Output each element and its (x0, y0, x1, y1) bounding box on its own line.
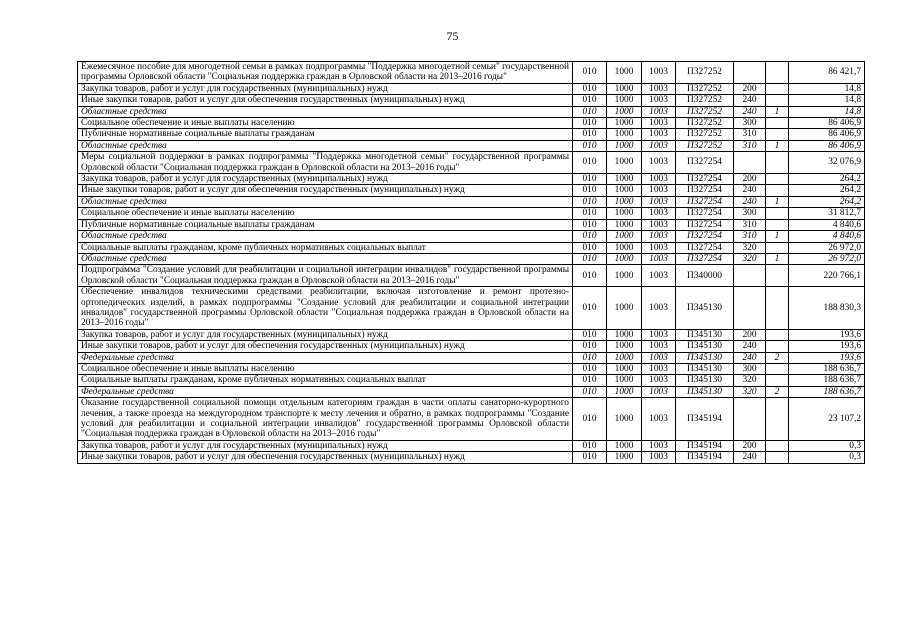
cell-name: Публичные нормативные социальные выплаты гражданам (78, 219, 573, 230)
cell-name: Закупка товаров, работ и услуг для государственных (муниципальных) нужд (78, 83, 573, 94)
cell-funding-source: 2 (766, 386, 789, 397)
table-row (78, 341, 865, 352)
cell-ministry-code: 010 (573, 152, 607, 174)
cell-section-code: 1000 (607, 352, 642, 363)
table-row (78, 106, 865, 117)
cell-ministry-code: 010 (573, 352, 607, 363)
cell-funding-source: 1 (766, 231, 789, 242)
cell-subsection-code: 1003 (642, 375, 676, 386)
table-row (78, 375, 865, 386)
cell-name: Закупка товаров, работ и услуг для государственных (муниципальных) нужд (78, 174, 573, 185)
cell-target-code: П345130 (676, 287, 734, 330)
cell-amount: 188 636,7 (789, 363, 865, 374)
table-row (78, 174, 865, 185)
cell-amount: 0,3 (789, 440, 865, 451)
table-row (78, 118, 865, 129)
cell-amount: 264,2 (789, 174, 865, 185)
cell-subsection-code: 1003 (642, 398, 676, 441)
cell-subsection-code: 1003 (642, 118, 676, 129)
cell-amount: 86 406,9 (789, 129, 865, 140)
cell-subsection-code: 1003 (642, 341, 676, 352)
cell-amount: 220 766,1 (789, 265, 865, 287)
cell-section-code: 1000 (607, 329, 642, 340)
table-row (78, 253, 865, 264)
cell-name: Социальное обеспечение и иные выплаты населению (78, 118, 573, 129)
table-row (78, 386, 865, 397)
cell-target-code: П327252 (676, 62, 734, 84)
cell-ministry-code: 010 (573, 242, 607, 253)
cell-funding-source (766, 265, 789, 287)
cell-subsection-code: 1003 (642, 196, 676, 207)
table-row (78, 219, 865, 230)
cell-name: Областные средства (78, 253, 573, 264)
cell-name: Ежемесячное пособие для многодетной семьи в рамках подпрограммы "Поддержка многодетной семьи" государственной программы Орловской области "Социальная поддержка граждан в Орловской области на 2013–2016 годы" (78, 62, 573, 84)
cell-section-code: 1000 (607, 152, 642, 174)
cell-name: Меры социальной поддержки в рамках подпрограммы "Поддержка многодетной семьи" государственной программы Орловской области "Социальная поддержка граждан в Орловской области на 2013–2016 годы" (78, 152, 573, 174)
cell-target-code: П327252 (676, 118, 734, 129)
cell-name: Социальное обеспечение и иные выплаты населению (78, 208, 573, 219)
cell-target-code: П327254 (676, 253, 734, 264)
cell-target-code: П327254 (676, 174, 734, 185)
cell-funding-source (766, 329, 789, 340)
cell-amount: 23 107,2 (789, 398, 865, 441)
cell-ministry-code: 010 (573, 231, 607, 242)
cell-expense-type: 310 (734, 219, 766, 230)
cell-amount: 264,2 (789, 185, 865, 196)
cell-ministry-code: 010 (573, 129, 607, 140)
table-row (78, 129, 865, 140)
cell-name: Областные средства (78, 140, 573, 151)
cell-subsection-code: 1003 (642, 140, 676, 151)
cell-section-code: 1000 (607, 440, 642, 451)
cell-ministry-code: 010 (573, 83, 607, 94)
cell-section-code: 1000 (607, 140, 642, 151)
cell-target-code: П327254 (676, 196, 734, 207)
table-row (78, 352, 865, 363)
cell-funding-source (766, 398, 789, 441)
budget-table (77, 61, 865, 464)
cell-amount: 188 636,7 (789, 375, 865, 386)
page-number: 75 (446, 29, 459, 43)
table-row (78, 440, 865, 451)
cell-funding-source (766, 62, 789, 84)
cell-subsection-code: 1003 (642, 352, 676, 363)
cell-expense-type: 240 (734, 196, 766, 207)
cell-funding-source (766, 452, 789, 463)
cell-ministry-code: 010 (573, 452, 607, 463)
cell-amount: 193,6 (789, 329, 865, 340)
cell-subsection-code: 1003 (642, 185, 676, 196)
cell-section-code: 1000 (607, 287, 642, 330)
cell-section-code: 1000 (607, 265, 642, 287)
cell-name: Обеспечение инвалидов техническими средствами реабилитации, включая изготовление и ремонт протезно-ортопедических изделий, в рамках подпрограммы "Создание условий для реабилитации и социальной интеграции инвалидов" государственной программы Орловской области "Социальная поддержка граждан в Орловской области на 2013–2016 годы" (78, 287, 573, 330)
cell-amount: 14,8 (789, 95, 865, 106)
cell-amount: 14,8 (789, 106, 865, 117)
cell-ministry-code: 010 (573, 440, 607, 451)
cell-amount: 86 406,9 (789, 118, 865, 129)
cell-name: Закупка товаров, работ и услуг для государственных (муниципальных) нужд (78, 440, 573, 451)
cell-subsection-code: 1003 (642, 152, 676, 174)
cell-ministry-code: 010 (573, 363, 607, 374)
cell-target-code: П345130 (676, 341, 734, 352)
cell-funding-source: 1 (766, 106, 789, 117)
cell-name: Публичные нормативные социальные выплаты гражданам (78, 129, 573, 140)
table-row (78, 265, 865, 287)
cell-expense-type (734, 62, 766, 84)
table-row (78, 140, 865, 151)
cell-section-code: 1000 (607, 242, 642, 253)
cell-subsection-code: 1003 (642, 83, 676, 94)
cell-section-code: 1000 (607, 106, 642, 117)
cell-name: Социальные выплаты гражданам, кроме публичных нормативных социальных выплат (78, 375, 573, 386)
cell-name: Федеральные средства (78, 386, 573, 397)
cell-funding-source (766, 174, 789, 185)
cell-subsection-code: 1003 (642, 219, 676, 230)
cell-amount: 4 840,6 (789, 219, 865, 230)
cell-ministry-code: 010 (573, 174, 607, 185)
cell-amount: 26 972,0 (789, 242, 865, 253)
cell-name: Областные средства (78, 231, 573, 242)
cell-target-code: П327252 (676, 106, 734, 117)
table-row (78, 83, 865, 94)
cell-ministry-code: 010 (573, 386, 607, 397)
cell-target-code: П340000 (676, 265, 734, 287)
cell-funding-source: 1 (766, 196, 789, 207)
cell-target-code: П327252 (676, 83, 734, 94)
cell-funding-source (766, 118, 789, 129)
cell-expense-type: 240 (734, 185, 766, 196)
cell-amount: 188 830,3 (789, 287, 865, 330)
cell-section-code: 1000 (607, 174, 642, 185)
cell-expense-type (734, 265, 766, 287)
cell-ministry-code: 010 (573, 341, 607, 352)
cell-amount: 31 812,7 (789, 208, 865, 219)
cell-amount: 188 636,7 (789, 386, 865, 397)
cell-amount: 32 076,9 (789, 152, 865, 174)
cell-target-code: П327254 (676, 185, 734, 196)
cell-section-code: 1000 (607, 62, 642, 84)
cell-subsection-code: 1003 (642, 253, 676, 264)
cell-funding-source (766, 287, 789, 330)
cell-expense-type (734, 287, 766, 330)
cell-subsection-code: 1003 (642, 231, 676, 242)
cell-expense-type: 300 (734, 363, 766, 374)
cell-name: Закупка товаров, работ и услуг для государственных (муниципальных) нужд (78, 329, 573, 340)
cell-name: Областные средства (78, 106, 573, 117)
cell-expense-type: 310 (734, 140, 766, 151)
cell-amount: 86 406,9 (789, 140, 865, 151)
cell-funding-source: 2 (766, 352, 789, 363)
cell-name: Оказание государственной социальной помощи отдельным категориям граждан в части оплаты санаторно-курортного лечения, а также проезда на междугородном транспорте к месту лечения и обратно, в рамках подпрограммы "Создание условий для реабилитации и социальной интеграции инвалидов" государственной программы Орловской области "Социальная поддержка граждан в Орловской области на 2013–2016 годы" (78, 398, 573, 441)
cell-section-code: 1000 (607, 219, 642, 230)
cell-subsection-code: 1003 (642, 106, 676, 117)
cell-subsection-code: 1003 (642, 174, 676, 185)
cell-name: Иные закупки товаров, работ и услуг для обеспечения государственных (муниципальных) нужд (78, 95, 573, 106)
cell-section-code: 1000 (607, 129, 642, 140)
cell-target-code: П345130 (676, 375, 734, 386)
cell-expense-type (734, 152, 766, 174)
cell-ministry-code: 010 (573, 140, 607, 151)
cell-ministry-code: 010 (573, 253, 607, 264)
cell-expense-type: 310 (734, 231, 766, 242)
cell-subsection-code: 1003 (642, 129, 676, 140)
cell-ministry-code: 010 (573, 375, 607, 386)
cell-target-code: П327252 (676, 140, 734, 151)
cell-target-code: П345130 (676, 329, 734, 340)
cell-section-code: 1000 (607, 253, 642, 264)
cell-section-code: 1000 (607, 341, 642, 352)
cell-section-code: 1000 (607, 386, 642, 397)
table-body (78, 62, 865, 464)
cell-subsection-code: 1003 (642, 265, 676, 287)
cell-section-code: 1000 (607, 185, 642, 196)
cell-ministry-code: 010 (573, 95, 607, 106)
cell-target-code: П327252 (676, 129, 734, 140)
cell-subsection-code: 1003 (642, 242, 676, 253)
cell-ministry-code: 010 (573, 329, 607, 340)
cell-name: Социальные выплаты гражданам, кроме публичных нормативных социальных выплат (78, 242, 573, 253)
cell-target-code: П345130 (676, 386, 734, 397)
table-row (78, 185, 865, 196)
cell-section-code: 1000 (607, 363, 642, 374)
cell-target-code: П345194 (676, 440, 734, 451)
cell-expense-type: 300 (734, 118, 766, 129)
cell-amount: 14,8 (789, 83, 865, 94)
cell-subsection-code: 1003 (642, 363, 676, 374)
cell-name: Федеральные средства (78, 352, 573, 363)
cell-funding-source: 1 (766, 253, 789, 264)
cell-name: Социальное обеспечение и иные выплаты населению (78, 363, 573, 374)
cell-expense-type: 320 (734, 253, 766, 264)
cell-ministry-code: 010 (573, 106, 607, 117)
cell-subsection-code: 1003 (642, 386, 676, 397)
cell-target-code: П345130 (676, 352, 734, 363)
table-row (78, 208, 865, 219)
table-row (78, 62, 865, 84)
table-row (78, 398, 865, 441)
cell-expense-type: 200 (734, 329, 766, 340)
cell-name: Иные закупки товаров, работ и услуг для обеспечения государственных (муниципальных) нужд (78, 185, 573, 196)
cell-funding-source (766, 152, 789, 174)
cell-amount: 193,6 (789, 352, 865, 363)
cell-expense-type: 200 (734, 440, 766, 451)
cell-expense-type: 240 (734, 352, 766, 363)
cell-target-code: П345130 (676, 363, 734, 374)
cell-target-code: П345194 (676, 398, 734, 441)
cell-funding-source (766, 242, 789, 253)
cell-funding-source (766, 363, 789, 374)
cell-target-code: П345194 (676, 452, 734, 463)
cell-target-code: П327254 (676, 208, 734, 219)
cell-name: Иные закупки товаров, работ и услуг для обеспечения государственных (муниципальных) нужд (78, 341, 573, 352)
cell-ministry-code: 010 (573, 62, 607, 84)
cell-section-code: 1000 (607, 196, 642, 207)
cell-expense-type: 300 (734, 208, 766, 219)
cell-expense-type: 320 (734, 386, 766, 397)
cell-amount: 264,2 (789, 196, 865, 207)
cell-amount: 193,6 (789, 341, 865, 352)
table-row (78, 242, 865, 253)
cell-expense-type: 240 (734, 341, 766, 352)
cell-expense-type: 320 (734, 375, 766, 386)
cell-funding-source (766, 95, 789, 106)
cell-name: Иные закупки товаров, работ и услуг для обеспечения государственных (муниципальных) нужд (78, 452, 573, 463)
cell-funding-source (766, 341, 789, 352)
cell-section-code: 1000 (607, 95, 642, 106)
cell-ministry-code: 010 (573, 219, 607, 230)
cell-name: Подпрограмма "Создание условий для реабилитации и социальной интеграции инвалидов" государственной программы Орловской области "Социальная поддержка граждан в Орловской области на 2013–2016 годы" (78, 265, 573, 287)
cell-target-code: П327254 (676, 152, 734, 174)
cell-subsection-code: 1003 (642, 329, 676, 340)
cell-name: Областные средства (78, 196, 573, 207)
table-row (78, 329, 865, 340)
cell-target-code: П327254 (676, 231, 734, 242)
cell-expense-type: 320 (734, 242, 766, 253)
cell-amount: 86 421,7 (789, 62, 865, 84)
cell-subsection-code: 1003 (642, 287, 676, 330)
cell-subsection-code: 1003 (642, 440, 676, 451)
cell-subsection-code: 1003 (642, 95, 676, 106)
cell-expense-type (734, 398, 766, 441)
cell-section-code: 1000 (607, 231, 642, 242)
cell-ministry-code: 010 (573, 118, 607, 129)
cell-funding-source (766, 219, 789, 230)
cell-expense-type: 200 (734, 83, 766, 94)
table-row (78, 196, 865, 207)
cell-amount: 0,3 (789, 452, 865, 463)
cell-expense-type: 310 (734, 129, 766, 140)
cell-funding-source (766, 129, 789, 140)
cell-subsection-code: 1003 (642, 208, 676, 219)
cell-subsection-code: 1003 (642, 62, 676, 84)
cell-funding-source (766, 440, 789, 451)
cell-target-code: П327254 (676, 242, 734, 253)
table-row (78, 152, 865, 174)
cell-expense-type: 240 (734, 452, 766, 463)
cell-ministry-code: 010 (573, 185, 607, 196)
cell-expense-type: 240 (734, 95, 766, 106)
table-row (78, 287, 865, 330)
cell-target-code: П327254 (676, 219, 734, 230)
cell-funding-source (766, 83, 789, 94)
cell-section-code: 1000 (607, 452, 642, 463)
cell-section-code: 1000 (607, 208, 642, 219)
table-row (78, 231, 865, 242)
cell-subsection-code: 1003 (642, 452, 676, 463)
cell-ministry-code: 010 (573, 265, 607, 287)
table-row (78, 363, 865, 374)
cell-expense-type: 200 (734, 174, 766, 185)
cell-section-code: 1000 (607, 83, 642, 94)
cell-funding-source (766, 375, 789, 386)
cell-section-code: 1000 (607, 398, 642, 441)
cell-amount: 26 972,0 (789, 253, 865, 264)
cell-section-code: 1000 (607, 375, 642, 386)
cell-section-code: 1000 (607, 118, 642, 129)
cell-funding-source (766, 185, 789, 196)
cell-expense-type: 240 (734, 106, 766, 117)
cell-funding-source: 1 (766, 140, 789, 151)
cell-ministry-code: 010 (573, 287, 607, 330)
cell-target-code: П327252 (676, 95, 734, 106)
cell-amount: 4 840,6 (789, 231, 865, 242)
cell-ministry-code: 010 (573, 196, 607, 207)
cell-funding-source (766, 208, 789, 219)
table-row (78, 95, 865, 106)
cell-ministry-code: 010 (573, 208, 607, 219)
cell-ministry-code: 010 (573, 398, 607, 441)
table-row (78, 452, 865, 463)
